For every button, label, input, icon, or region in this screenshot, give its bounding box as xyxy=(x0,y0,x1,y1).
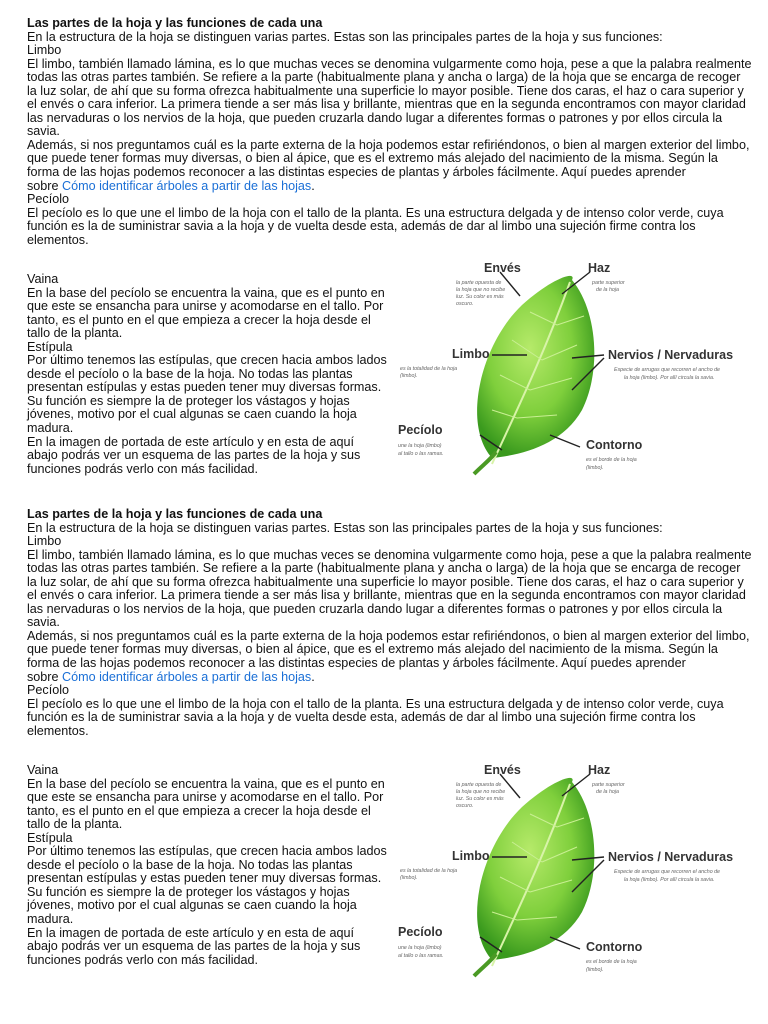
enves-desc: la parte opuesta de la hoja que no recibe luz. Su color es más oscuro. xyxy=(456,280,506,307)
limbo-label: Limbo xyxy=(452,849,490,863)
estipula-paragraph: Por último tenemos las estípulas, que crecen hacia ambos lados desde el pecíolo o la base de la hoja. No todas las plantas presentan estípulas y estas pueden tener muy diversas formas. Su función es siempre la de proteger los vástagos y hojas jóvenes, motivo por el cual algunas se caen cuando la hoja madura. xyxy=(27,353,387,436)
peciolo-desc: une la hoja (limbo) al tallo o las ramas. xyxy=(398,443,444,457)
estipula-heading-repeat: Estípula xyxy=(27,830,73,845)
leaf-diagram-svg xyxy=(392,250,760,476)
peciolo-paragraph-repeat: El pecíolo es lo que une el limbo de la hoja con el tallo de la planta. Es una estructura delgada y de intenso color verde, cuya función es la de suministrar savia a la hoja y de vuelta desde esta, además de dar al limbo una sujeción firme contra los elementos. xyxy=(27,696,724,738)
limbo-label: Limbo xyxy=(452,347,490,361)
intro-paragraph: En la estructura de la hoja se distinguen varias partes. Estas son las principales partes de la hoja y sus funciones: xyxy=(27,29,663,44)
contorno-label: Contorno xyxy=(586,438,643,452)
peciolo-label: Pecíolo xyxy=(398,925,443,939)
sobre-text-repeat: sobre xyxy=(27,669,59,684)
contorno-desc: es el borde de la hoja (limbo). xyxy=(586,457,637,471)
nervios-label: Nervios / Nervaduras xyxy=(608,850,734,864)
contorno-label: Contorno xyxy=(586,940,643,954)
peciolo-label: Pecíolo xyxy=(398,423,443,437)
enves-label: Envés xyxy=(484,763,521,777)
limbo-paragraph-2: Además, si nos preguntamos cuál es la parte externa de la hoja podemos estar refiriéndonos, o bien al margen exterior del limbo, que puede tener formas muy diversas, o bien al ápice, que es el extremo más alejado del nacimiento de la misma. Según la forma de las hojas podemos reconocer a las distintas especies de plantas y árboles fácilmente. Aquí puedes aprender xyxy=(27,137,750,180)
sobre-text: sobre xyxy=(27,178,59,193)
nervios-desc: Especie de arrugas que recorren el ancho de la hoja (limbo). Por allí circula la savia. xyxy=(614,869,721,883)
limbo-heading: Limbo xyxy=(27,43,62,58)
link-period: . xyxy=(311,178,315,193)
nervios-desc: Especie de arrugas que recorren el ancho de la hoja (limbo). Por allí circula la savia. xyxy=(614,367,721,381)
limbo-heading-repeat: Limbo xyxy=(27,534,62,549)
article-title: Las partes de la hoja y las funciones de cada una xyxy=(27,16,323,30)
peciolo-heading: Pecíolo xyxy=(27,192,70,207)
leaf-diagram-svg-repeat xyxy=(392,752,760,978)
haz-label: Haz xyxy=(588,763,611,777)
leaf-diagram xyxy=(392,250,760,476)
article-section-narrow xyxy=(27,246,387,476)
article-title-repeat: Las partes de la hoja y las funciones de cada una xyxy=(27,507,323,521)
intro-paragraph-repeat: En la estructura de la hoja se distinguen varias partes. Estas son las principales partes de la hoja y sus funciones: xyxy=(27,520,663,535)
article-section xyxy=(27,17,752,247)
enves-desc: la parte opuesta de la hoja que no recibe luz. Su color es más oscuro. xyxy=(456,782,506,809)
link-period-repeat: . xyxy=(311,669,315,684)
contorno-desc: es el borde de la hoja (limbo). xyxy=(586,959,637,973)
final-paragraph: En la imagen de portada de este artículo y en esta de aquí abajo podrás ver un esquema de las partes de la hoja y sus funciones podrás verlo con más facilidad. xyxy=(27,434,361,476)
peciolo-heading-repeat: Pecíolo xyxy=(27,683,70,698)
final-paragraph-repeat: En la imagen de portada de este artículo y en esta de aquí abajo podrás ver un esquema de las partes de la hoja y sus funciones podrás verlo con más facilidad. xyxy=(27,925,361,967)
limbo-paragraph-2-repeat: Además, si nos preguntamos cuál es la parte externa de la hoja podemos estar refiriéndonos, o bien al margen exterior del limbo, que puede tener formas muy diversas, o bien al ápice, que es el extremo más alejado del nacimiento de la misma. Según la forma de las hojas podemos reconocer a las distintas especies de plantas y árboles fácilmente. Aquí puedes aprender xyxy=(27,628,750,671)
link-line-repeat xyxy=(27,671,752,685)
limbo-desc: es la totalidad de la hoja (limbo). xyxy=(400,868,458,881)
peciolo-text: El pecíolo es lo que une el limbo de la hoja con el tallo de la planta. Es una estructura delgada y de intenso color verde, cuya función es la de suministrar savia a la hoja y de vuelta desde esta, además de dar al limbo una sujeción firme contra los elementos. xyxy=(27,205,724,247)
article-section-narrow-repeat xyxy=(27,764,387,967)
haz-desc: parte superior de la hoja xyxy=(592,280,625,293)
peciolo-desc: une la hoja (limbo) al tallo o las ramas. xyxy=(398,945,444,959)
vaina-heading-repeat: Vaina xyxy=(27,763,59,777)
leaf-diagram-repeat xyxy=(392,752,760,978)
vaina-paragraph-repeat: En la base del pecíolo se encuentra la vaina, que es el punto en que este se ensancha para unirse y acomodarse en el tallo. Por tanto, es el punto en el que empieza a crecer la hoja desde el tallo de la planta. xyxy=(27,776,385,832)
enves-label: Envés xyxy=(484,261,521,275)
article-section-repeat xyxy=(27,508,752,738)
haz-desc: parte superior de la hoja xyxy=(592,782,625,795)
identify-trees-link[interactable]: Cómo identificar árboles a partir de las hojas xyxy=(62,178,312,193)
identify-trees-link-repeat[interactable]: Cómo identificar árboles a partir de las hojas xyxy=(62,669,312,684)
link-line xyxy=(27,180,752,194)
peciolo-paragraph xyxy=(27,207,752,248)
vaina-paragraph: En la base del pecíolo se encuentra la vaina, que es el punto en que este se ensancha para unirse y acomodarse en el tallo. Por tanto, es el punto en el que empieza a crecer la hoja desde el tallo de la planta. xyxy=(27,285,385,341)
vaina-heading: Vaina xyxy=(27,272,59,286)
estipula-heading: Estípula xyxy=(27,339,73,354)
limbo-desc: es la totalidad de la hoja (limbo). xyxy=(400,366,458,379)
limbo-paragraph: El limbo, también llamado lámina, es lo que muchas veces se denomina vulgarmente como hoja, pese a que la palabra realmente todas las otras partes también. Se refiere a la parte (habitualmente plana y ancha o larga) de la hoja que se encarga de recoger la luz solar, de ahí que su forma ofrezca habitualmente una superficie lo mayor posible. Tiene dos caras, el haz o cara superior y el envés o cara inferior. La primera tiende a ser más lisa y brillante, mientras que en la segunda encontramos con mayor claridad las nervaduras o los nervios de la hoja, que pueden cruzarla dando lugar a diferentes formas o patrones y por ellos circula la savia. xyxy=(27,56,752,139)
estipula-paragraph-repeat: Por último tenemos las estípulas, que crecen hacia ambos lados desde el pecíolo o la base de la hoja. No todas las plantas presentan estípulas y estas pueden tener muy diversas formas. Su función es siempre la de proteger los vástagos y hojas jóvenes, motivo por el cual algunas se caen cuando la hoja madura. xyxy=(27,844,387,927)
haz-label: Haz xyxy=(588,261,611,275)
limbo-paragraph-repeat: El limbo, también llamado lámina, es lo que muchas veces se denomina vulgarmente como hoja, pese a que la palabra realmente todas las otras partes también. Se refiere a la parte (habitualmente plana y ancha o larga) de la hoja que se encarga de recoger la luz solar, de ahí que su forma ofrezca habitualmente una superficie lo mayor posible. Tiene dos caras, el haz o cara superior y el envés o cara inferior. La primera tiende a ser más lisa y brillante, mientras que en la segunda encontramos con mayor claridad las nervaduras o los nervios de la hoja, que pueden cruzarla dando lugar a diferentes formas o patrones y por ellos circula la savia. xyxy=(27,547,752,630)
nervios-label: Nervios / Nervaduras xyxy=(608,348,734,362)
